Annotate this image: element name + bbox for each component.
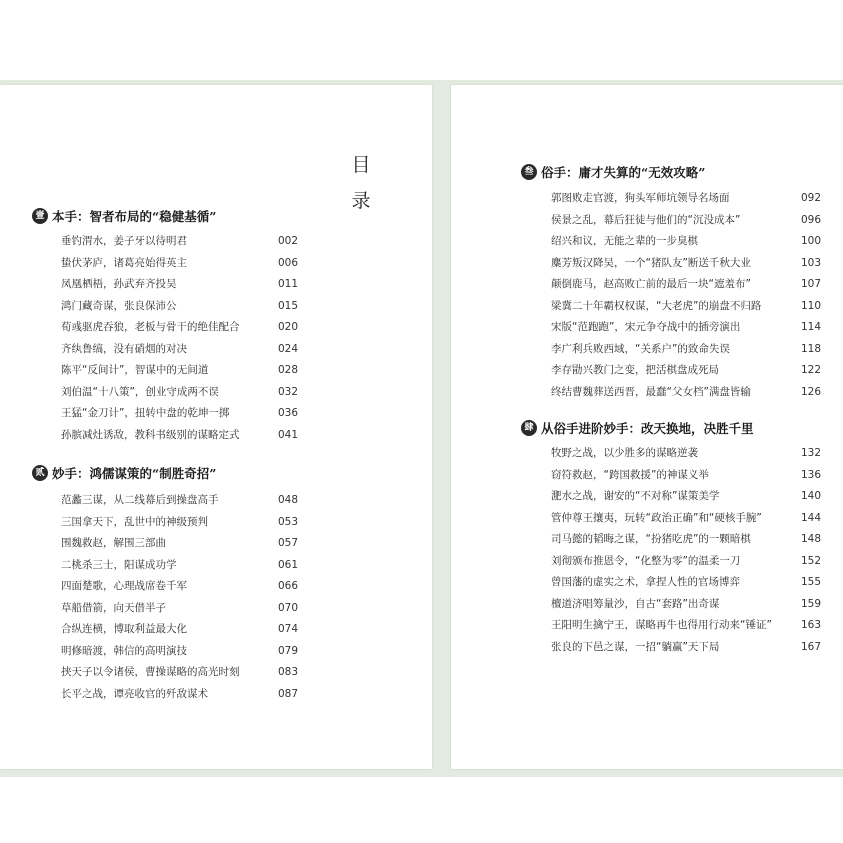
toc-entry[interactable] xyxy=(61,641,297,663)
toc-entry-title: 李存勖兴教门之变，把活棋盘成死局 xyxy=(551,364,719,376)
section-header xyxy=(32,464,216,482)
toc-entry-title: 郭图败走官渡，狗头军师坑领导名场面 xyxy=(551,192,730,204)
toc-entry[interactable] xyxy=(61,684,297,706)
toc-entry-page: 015 xyxy=(278,299,299,312)
toc-entry-title: 管仲尊王攘夷，玩转“政治正确”和“硬核手腕” xyxy=(551,511,762,524)
toc-entry[interactable] xyxy=(551,443,822,465)
toc-entry-list xyxy=(61,490,297,705)
toc-entry-page: 092 xyxy=(801,192,822,204)
section-badge: 肆 xyxy=(521,420,537,436)
toc-entry[interactable] xyxy=(551,465,822,487)
toc-entry-page: 087 xyxy=(278,687,299,700)
toc-entry[interactable] xyxy=(551,274,822,296)
toc-entry[interactable] xyxy=(61,296,297,318)
toc-entry-title: 围魏救赵，解围三部曲 xyxy=(61,537,166,549)
toc-entry-page: 011 xyxy=(278,278,299,290)
toc-entry-title: 荀彧驱虎吞狼，老板与骨干的绝佳配合 xyxy=(61,321,240,333)
section-title: 妙手：鸿儒谋策的“制胜奇招” xyxy=(52,466,217,481)
section-header xyxy=(32,207,216,225)
toc-entry[interactable] xyxy=(551,360,822,382)
toc-entry-page: 140 xyxy=(801,490,822,502)
toc-entry[interactable] xyxy=(551,508,822,530)
toc-entry-title: 垂钓渭水，姜子牙以待明君 xyxy=(61,235,187,247)
toc-entry-title: 鸿门藏奇谋，张良保沛公 xyxy=(61,299,177,312)
toc-entry-page: 118 xyxy=(801,342,822,355)
toc-entry-page: 126 xyxy=(801,385,822,398)
toc-entry[interactable] xyxy=(551,253,822,275)
toc-entry-title: 刘伯温“十八策”，创业守成两不误 xyxy=(61,385,219,398)
toc-entry-title: 终结曹魏葬送西晋，最蠢“父女档”满盘皆输 xyxy=(551,385,751,398)
toc-entry[interactable] xyxy=(551,188,822,210)
toc-entry-title: 牧野之战，以少胜多的谋略逆袭 xyxy=(551,447,698,459)
toc-entry-title: 绍兴和议，无能之辈的一步臭棋 xyxy=(551,235,698,247)
toc-entry[interactable] xyxy=(61,231,297,253)
toc-entry-title: 孙膑减灶诱敌，教科书级别的谋略定式 xyxy=(61,428,240,441)
toc-entry[interactable] xyxy=(61,576,297,598)
toc-entry[interactable] xyxy=(551,572,822,594)
toc-entry-page: 061 xyxy=(278,558,299,571)
toc-entry-title: 侯景之乱，幕后狂徒与他们的“沉没成本” xyxy=(551,213,741,226)
toc-entry-page: 148 xyxy=(801,533,822,545)
toc-entry-list xyxy=(61,231,297,446)
toc-entry-page: 132 xyxy=(801,447,822,459)
toc-entry-page: 114 xyxy=(801,321,822,333)
toc-entry[interactable] xyxy=(61,425,297,447)
toc-entry-page: 100 xyxy=(801,235,822,247)
toc-entry-page: 155 xyxy=(801,576,822,588)
toc-entry[interactable] xyxy=(61,490,297,512)
toc-entry[interactable] xyxy=(551,231,822,253)
toc-entry-title: 合纵连横，博取利益最大化 xyxy=(61,623,187,635)
toc-entry-page: 053 xyxy=(278,515,299,528)
toc-title-char: 目 xyxy=(351,154,371,176)
toc-entry[interactable] xyxy=(551,551,822,573)
toc-entry[interactable] xyxy=(61,360,297,382)
toc-entry[interactable] xyxy=(61,403,297,425)
toc-entry-page: 096 xyxy=(801,213,822,226)
toc-entry[interactable] xyxy=(61,598,297,620)
toc-entry-list xyxy=(551,443,822,658)
toc-entry-title: 长平之战，谭亮收官的歼敌谋术 xyxy=(61,687,208,700)
toc-entry-page: 122 xyxy=(801,364,822,376)
toc-entry-title: 齐纨鲁缟，没有硝烟的对决 xyxy=(61,342,187,355)
section-header xyxy=(521,419,754,437)
toc-entry-title: 草船借箭，向天借半子 xyxy=(61,601,166,614)
toc-entry[interactable] xyxy=(551,317,822,339)
toc-entry-title: 明修暗渡，韩信的高明演技 xyxy=(61,644,187,657)
toc-entry-page: 070 xyxy=(278,601,299,614)
toc-entry-title: 宋版“范跑跑”，宋元争夺战中的插旁演出 xyxy=(551,321,741,333)
toc-entry[interactable] xyxy=(551,339,822,361)
toc-entry-title: 梁冀二十年霸权权谋，“大老虎”的崩盘不归路 xyxy=(551,299,762,312)
toc-entry-title: 李广利兵败西域，“关系户”的致命失误 xyxy=(551,342,730,355)
toc-entry-title: 王阳明生擒宁王，谋略再牛也得用行动来“锤证” xyxy=(551,619,772,631)
toc-entry-page: 083 xyxy=(278,666,299,678)
toc-entry[interactable] xyxy=(551,296,822,318)
toc-title xyxy=(350,147,372,219)
toc-entry-title: 刘彻颁布推恩令，“化整为零”的温柔一刀 xyxy=(551,554,741,567)
toc-entry-page: 002 xyxy=(278,235,299,247)
toc-entry-page: 144 xyxy=(801,511,822,524)
toc-entry[interactable] xyxy=(61,512,297,534)
toc-entry[interactable] xyxy=(61,274,297,296)
toc-entry-page: 048 xyxy=(278,494,299,506)
toc-entry-page: 152 xyxy=(801,554,822,567)
toc-entry-page: 036 xyxy=(278,407,299,419)
toc-entry-page: 006 xyxy=(278,256,299,269)
toc-entry[interactable] xyxy=(61,619,297,641)
toc-entry-page: 079 xyxy=(278,644,299,657)
toc-entry[interactable] xyxy=(61,317,297,339)
toc-entry[interactable] xyxy=(61,253,297,275)
toc-title-char: 录 xyxy=(351,190,371,212)
toc-entry[interactable] xyxy=(61,555,297,577)
toc-entry-title: 王猛“金刀计”，扭转中盘的乾坤一掷 xyxy=(61,407,230,419)
toc-entry-page: 167 xyxy=(801,640,822,653)
toc-entry-title: 凤凰栖梧，孙武弃齐投吴 xyxy=(61,278,177,290)
toc-entry-title: 颠倒鹿马，赵高败亡前的最后一块“遮羞布” xyxy=(551,278,751,290)
toc-entry-page: 024 xyxy=(278,342,299,355)
toc-entry-title: 张良的下邑之谋，一招“躺赢”天下局 xyxy=(551,640,720,653)
section-header xyxy=(521,163,705,181)
toc-entry-title: 四面楚歌，心理战席卷千军 xyxy=(61,580,187,592)
toc-entry[interactable] xyxy=(551,594,822,616)
toc-entry-page: 074 xyxy=(278,623,299,635)
toc-entry[interactable] xyxy=(61,662,297,684)
toc-entry-title: 二桃杀三士，阳谋成功学 xyxy=(61,558,177,571)
toc-entry-page: 159 xyxy=(801,597,822,610)
toc-entry[interactable] xyxy=(61,533,297,555)
toc-entry[interactable] xyxy=(61,339,297,361)
toc-entry-title: 三国拿天下，乱世中的神级预判 xyxy=(61,515,208,528)
toc-entry[interactable] xyxy=(551,615,822,637)
toc-entry[interactable] xyxy=(551,529,822,551)
toc-entry-page: 163 xyxy=(801,619,822,631)
toc-entry[interactable] xyxy=(551,486,822,508)
toc-entry-title: 陈平“反间计”，智谋中的无间道 xyxy=(61,364,209,376)
section-title: 本手：智者布局的“稳健基循” xyxy=(52,209,217,224)
toc-entry-page: 032 xyxy=(278,385,299,398)
toc-entry-title: 司马懿的韬晦之谋，“扮猪吃虎”的一颗暗棋 xyxy=(551,533,751,545)
toc-entry-page: 057 xyxy=(278,537,299,549)
toc-entry-title: 窃符救赵，“跨国救援”的神谋义举 xyxy=(551,468,709,481)
toc-entry-title: 檀道济唱筹量沙，自古“套路”出奇谋 xyxy=(551,597,720,610)
toc-entry-title: 曾国藩的虚实之术，拿捏人性的官场博弈 xyxy=(551,576,740,588)
toc-entry-page: 066 xyxy=(278,580,299,592)
toc-entry[interactable] xyxy=(551,637,822,659)
toc-entry-page: 041 xyxy=(278,428,299,441)
toc-entry-page: 028 xyxy=(278,364,299,376)
section-badge: 贰 xyxy=(32,465,48,481)
toc-entry-title: 蛰伏茅庐，诸葛亮始得英主 xyxy=(61,256,187,269)
toc-entry-title: 范蠡三谋，从二线幕后到操盘高手 xyxy=(61,494,219,506)
toc-entry-title: 淝水之战，谢安的“不对称”谋策美学 xyxy=(551,490,720,502)
toc-entry-page: 107 xyxy=(801,278,822,290)
section-title: 俗手：庸才失算的“无效攻略” xyxy=(541,165,706,180)
toc-entry-page: 110 xyxy=(801,299,822,312)
toc-entry-title: 挟天子以令诸侯，曹操谋略的高光时刻 xyxy=(61,666,240,678)
toc-entry-page: 136 xyxy=(801,468,822,481)
toc-entry[interactable] xyxy=(61,382,297,404)
toc-entry[interactable] xyxy=(551,382,822,404)
toc-entry[interactable] xyxy=(551,210,822,232)
toc-entry-page: 103 xyxy=(801,256,822,269)
toc-entry-title: 麋芳叛汉降吴，一个“猪队友”断送千秋大业 xyxy=(551,256,751,269)
section-title: 从俗手进阶妙手：改天换地，决胜千里 xyxy=(541,421,754,436)
section-badge: 叁 xyxy=(521,164,537,180)
toc-entry-page: 020 xyxy=(278,321,299,333)
section-badge: 壹 xyxy=(32,208,48,224)
toc-entry-list xyxy=(551,188,822,403)
